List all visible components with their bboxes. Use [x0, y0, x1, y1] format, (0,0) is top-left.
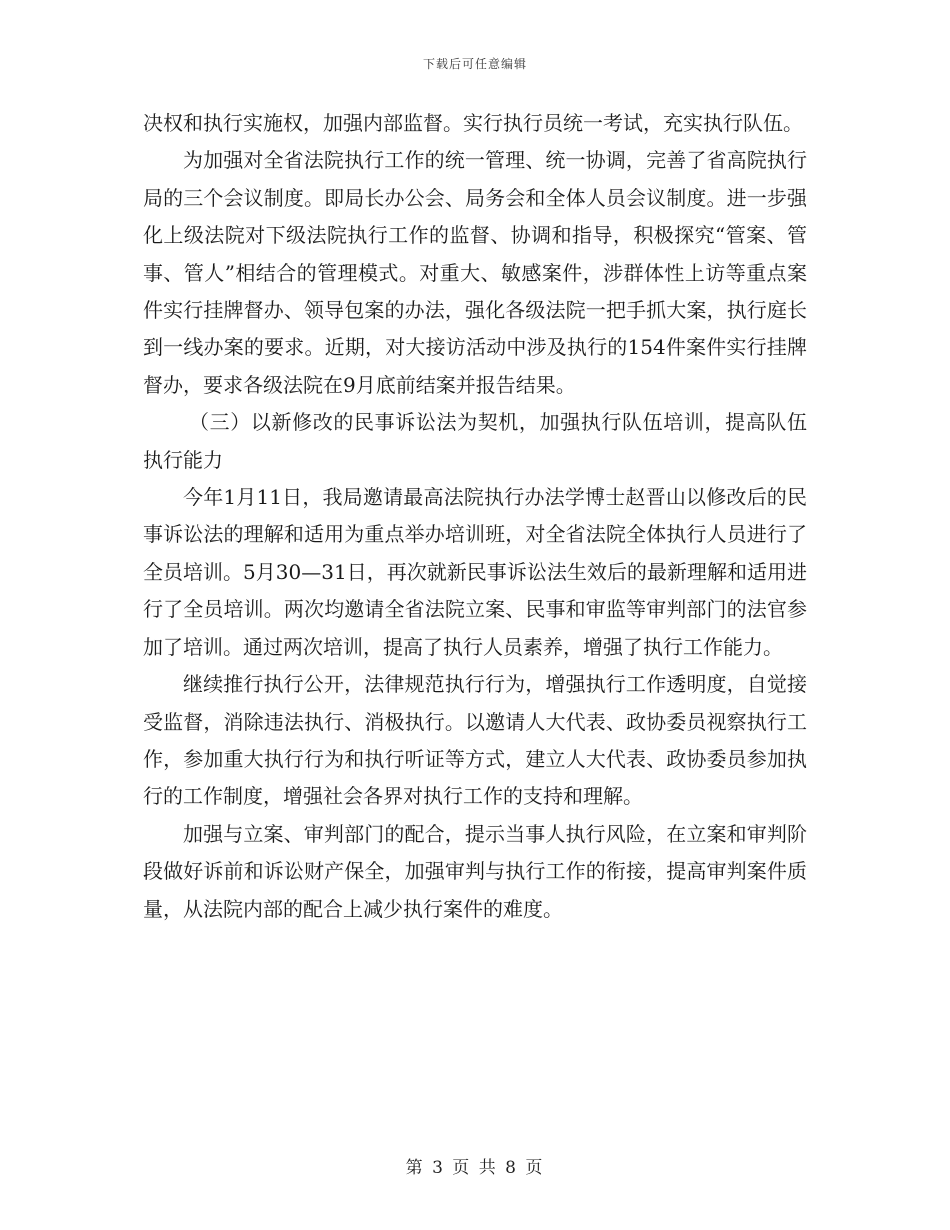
section-heading: （三）以新修改的民事诉讼法为契机，加强执行队伍培训，提高队伍执行能力	[143, 410, 807, 472]
document-body	[143, 105, 807, 928]
page-header: 下载后可任意编辑	[422, 57, 527, 71]
paragraph-4: 继续推行执行公开，法律规范执行行为，增强执行工作透明度，自觉接受监督，消除违法执行、消极执行。以邀请人大代表、政协委员视察执行工作，参加重大执行行为和执行听证等方式，建立人大代表、政协委员参加执行的工作制度，增强社会各界对执行工作的支持和理解。	[143, 672, 807, 809]
paragraph-1: 决权和执行实施权，加强内部监督。实行执行员统一考试，充实执行队伍。	[143, 111, 803, 135]
page-number-footer: 第 3 页 共 8 页	[405, 1158, 545, 1178]
paragraph-5: 加强与立案、审判部门的配合，提示当事人执行风险，在立案和审判阶段做好诉前和诉讼财产保全，加强审判与执行工作的衔接，提高审判案件质量，从法院内部的配合上减少执行案件的难度。	[143, 821, 807, 921]
paragraph-2: 为加强对全省法院执行工作的统一管理、统一协调，完善了省高院执行局的三个会议制度。即局长办公会、局务会和全体人员会议制度。进一步强化上级法院对下级法院执行工作的监督、协调和指导，积极探究“管案、管事、管人”相结合的管理模式。对重大、敏感案件，涉群体性上访等重点案件实行挂牌督办、领导包案的办法，强化各级法院一把手抓大案，执行庭长到一线办案的要求。近期，对大接访活动中涉及执行的154件案件实行挂牌督办，要求各级法院在9月底前结案并报告结果。	[143, 148, 807, 397]
paragraph-3: 今年1月11日，我局邀请最高法院执行办法学博士赵晋山以修改后的民事诉讼法的理解和适用为重点举办培训班，对全省法院全体执行人员进行了全员培训。5月30—31日，再次就新民事诉讼法生效后的最新理解和适用进行了全员培训。两次均邀请全省法院立案、民事和审监等审判部门的法官参加了培训。通过两次培训，提高了执行人员素养，增强了执行工作能力。	[143, 485, 807, 659]
